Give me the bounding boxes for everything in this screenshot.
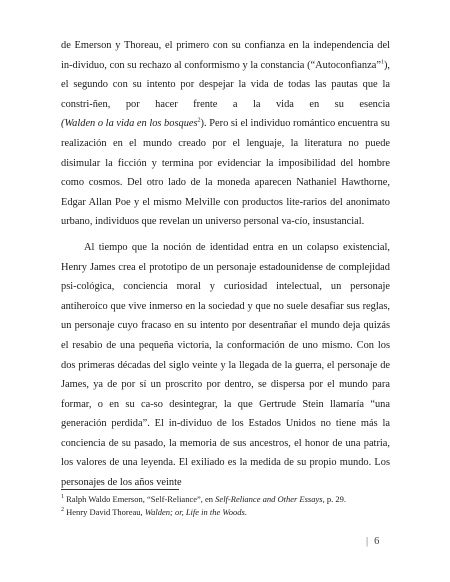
paragraph-1 bbox=[61, 36, 390, 232]
paragraph-1-part-c: ). Pero si el individuo romántico encuentra su realización en el mundo creado por el lenguaje, la literatura no puede disimular la ficción y termina por evidenciar la imposibilidad del hombre como cosmos. Del otro lado de la moneda aparecen Nathaniel Hawthorne, Edgar Allan Poe y el mismo Melville con productos lite-rarios del anonimato urbano, individuos que revelan un universo personal va-cío, insustancial. bbox=[61, 118, 390, 228]
page-number-separator: | bbox=[366, 536, 369, 547]
page-number bbox=[366, 536, 379, 548]
footnote-2 bbox=[61, 506, 401, 519]
paragraph-1-part-b: ), el segundo con su intento por despejar la vida de todas las pautas que la constri-ñen, por hacer frente a la vida en su esencia bbox=[61, 59, 390, 110]
footnote-2-number: 2 bbox=[61, 507, 64, 514]
footnote-1-after: , p. 29. bbox=[322, 494, 346, 504]
footnote-ref-1: 1 bbox=[380, 59, 384, 66]
paragraph-1-part-a: de Emerson y Thoreau, el primero con su confianza en la independencia del in-dividuo, con su rechazo al conformismo y la constancia (“Autoconfianza” bbox=[61, 40, 390, 71]
paragraph-1-title-group bbox=[61, 118, 201, 129]
footnote-1 bbox=[61, 493, 401, 506]
paragraph-1-italic-title: (Walden o la vida en los bosques bbox=[61, 118, 198, 130]
footnote-1-text: Ralph Waldo Emerson, “Self-Reliance”, en bbox=[66, 494, 216, 504]
footnote-separator bbox=[61, 489, 179, 490]
footnote-2-after: . bbox=[244, 507, 247, 517]
footnote-ref-2: 2 bbox=[197, 117, 201, 124]
footnote-1-title: Self-Reliance and Other Essays bbox=[215, 494, 323, 504]
footnote-2-title: Walden; or, Life in the Woods bbox=[144, 507, 245, 517]
page-number-value: 6 bbox=[374, 536, 380, 547]
footnote-2-text: Henry David Thoreau, bbox=[66, 507, 145, 517]
footnotes bbox=[61, 493, 401, 519]
body-text bbox=[61, 36, 390, 493]
paragraph-2: Al tiempo que la noción de identidad entra en un colapso existencial, Henry James crea el prototipo de un personaje estadounidense de complejidad psi-cológica, conciencia moral y curiosidad intelectual, un personaje antiheroico que vive inmerso en la sociedad y que no suele desafiar sus reglas, un personaje cuyo fracaso en su intento por desentrañar el mundo deja quizás el resabio de una pequeña victoria, la conformación de uno mismo. Con los dos primeras décadas del siglo veinte y la llegada de la guerra, el personaje de James, ya de por sí un proscrito por dentro, se dispersa por el mundo para formar, o en su ca-so desintegrar, la que Gertrude Stein llamaría “una generación perdida”. El in-dividuo de los Estados Unidos no tiene más la conciencia de su pasado, la memoria de sus ancestros, el honor de una patria, los valores de una leyenda. El exiliado es la medida de su propio mundo. Los personajes de los años veinte bbox=[61, 241, 390, 489]
footnote-1-number: 1 bbox=[61, 494, 64, 501]
